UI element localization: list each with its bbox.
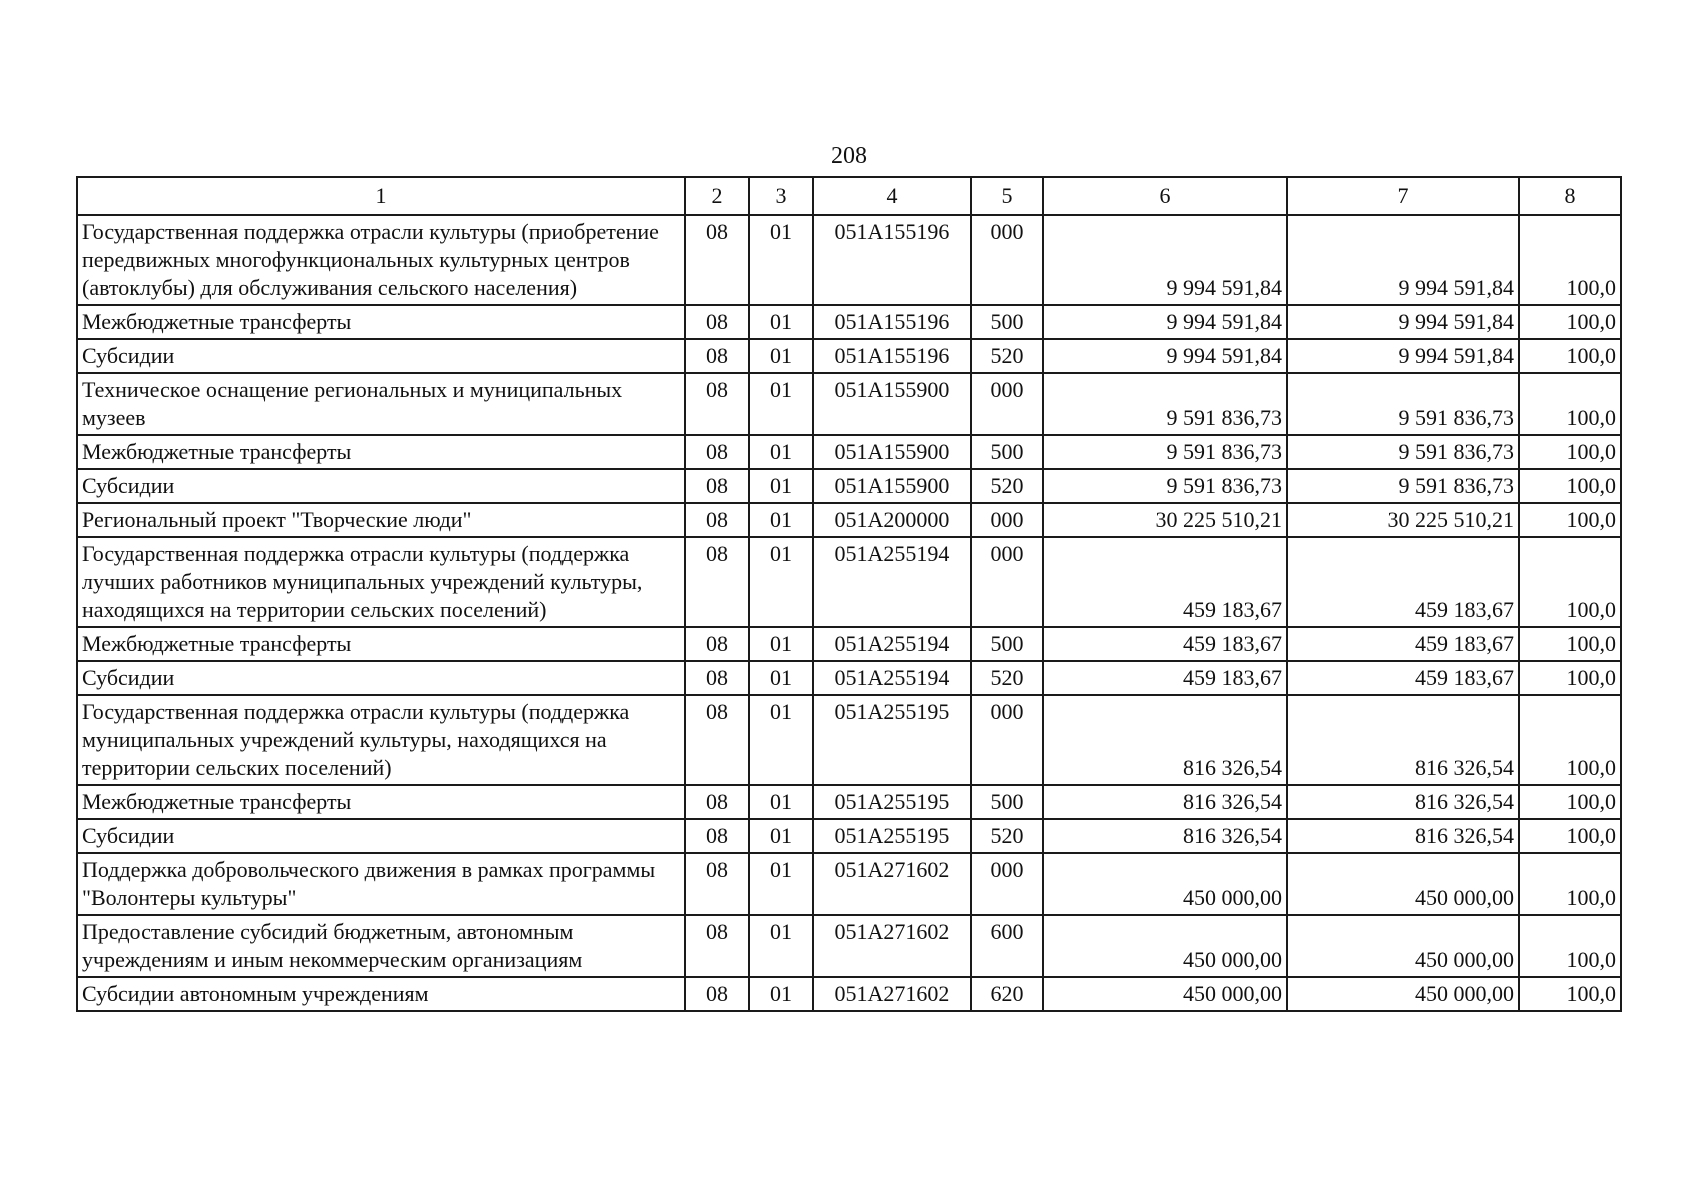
header-col-3: 3	[749, 177, 813, 215]
row-percent-cell: 100,0	[1519, 537, 1621, 627]
row-target-item-cell: 051A255194	[813, 661, 971, 695]
table-row	[77, 215, 1621, 305]
row-subsection-cell: 01	[749, 537, 813, 627]
row-section-cell: 08	[685, 661, 749, 695]
table-row	[77, 915, 1621, 977]
row-expense-type-cell: 500	[971, 627, 1043, 661]
header-col-2: 2	[685, 177, 749, 215]
row-section-cell: 08	[685, 695, 749, 785]
table-row	[77, 305, 1621, 339]
row-subsection-cell: 01	[749, 373, 813, 435]
row-expense-type-cell: 000	[971, 503, 1043, 537]
row-percent-cell: 100,0	[1519, 977, 1621, 1011]
row-actual-amount-cell: 9 994 591,84	[1287, 305, 1519, 339]
row-subsection-cell: 01	[749, 305, 813, 339]
row-expense-type-cell: 000	[971, 373, 1043, 435]
row-percent-cell: 100,0	[1519, 373, 1621, 435]
row-name-cell: Государственная поддержка отрасли культуры (приобретение передвижных многофункциональных культурных центров (автоклубы) для обслуживания сельского населения)	[77, 215, 685, 305]
row-actual-amount-cell: 9 994 591,84	[1287, 215, 1519, 305]
row-section-cell: 08	[685, 373, 749, 435]
row-actual-amount-cell: 450 000,00	[1287, 853, 1519, 915]
row-target-item-cell: 051A200000	[813, 503, 971, 537]
row-percent-cell: 100,0	[1519, 819, 1621, 853]
row-name-cell: Межбюджетные трансферты	[77, 785, 685, 819]
row-percent-cell: 100,0	[1519, 469, 1621, 503]
row-section-cell: 08	[685, 537, 749, 627]
row-plan-amount-cell: 816 326,54	[1043, 785, 1287, 819]
row-section-cell: 08	[685, 339, 749, 373]
row-name-cell: Субсидии	[77, 339, 685, 373]
row-subsection-cell: 01	[749, 785, 813, 819]
row-section-cell: 08	[685, 305, 749, 339]
row-plan-amount-cell: 9 591 836,73	[1043, 469, 1287, 503]
row-actual-amount-cell: 816 326,54	[1287, 785, 1519, 819]
row-percent-cell: 100,0	[1519, 503, 1621, 537]
header-col-7: 7	[1287, 177, 1519, 215]
row-plan-amount-cell: 9 591 836,73	[1043, 435, 1287, 469]
row-plan-amount-cell: 450 000,00	[1043, 915, 1287, 977]
row-plan-amount-cell: 459 183,67	[1043, 537, 1287, 627]
table-row	[77, 373, 1621, 435]
row-name-cell: Субсидии	[77, 469, 685, 503]
row-percent-cell: 100,0	[1519, 785, 1621, 819]
row-expense-type-cell: 000	[971, 853, 1043, 915]
row-subsection-cell: 01	[749, 695, 813, 785]
row-target-item-cell: 051A255194	[813, 537, 971, 627]
row-expense-type-cell: 000	[971, 695, 1043, 785]
row-plan-amount-cell: 9 994 591,84	[1043, 339, 1287, 373]
row-name-cell: Государственная поддержка отрасли культуры (поддержка лучших работников муниципальных учреждений культуры, находящихся на территории сельских поселений)	[77, 537, 685, 627]
table-row	[77, 469, 1621, 503]
row-section-cell: 08	[685, 503, 749, 537]
row-subsection-cell: 01	[749, 215, 813, 305]
row-plan-amount-cell: 9 994 591,84	[1043, 215, 1287, 305]
row-target-item-cell: 051A255195	[813, 785, 971, 819]
row-percent-cell: 100,0	[1519, 305, 1621, 339]
row-percent-cell: 100,0	[1519, 627, 1621, 661]
row-subsection-cell: 01	[749, 469, 813, 503]
row-name-cell: Межбюджетные трансферты	[77, 627, 685, 661]
row-subsection-cell: 01	[749, 503, 813, 537]
row-plan-amount-cell: 816 326,54	[1043, 695, 1287, 785]
table-row	[77, 977, 1621, 1011]
row-expense-type-cell: 520	[971, 469, 1043, 503]
row-plan-amount-cell: 9 591 836,73	[1043, 373, 1287, 435]
table-row	[77, 785, 1621, 819]
row-percent-cell: 100,0	[1519, 215, 1621, 305]
table-header	[77, 177, 1621, 215]
row-actual-amount-cell: 459 183,67	[1287, 537, 1519, 627]
row-target-item-cell: 051A271602	[813, 915, 971, 977]
row-plan-amount-cell: 459 183,67	[1043, 661, 1287, 695]
row-name-cell: Предоставление субсидий бюджетным, автономным учреждениям и иным некоммерческим организациям	[77, 915, 685, 977]
row-target-item-cell: 051A255194	[813, 627, 971, 661]
row-expense-type-cell: 000	[971, 215, 1043, 305]
row-percent-cell: 100,0	[1519, 695, 1621, 785]
row-actual-amount-cell: 9 994 591,84	[1287, 339, 1519, 373]
row-subsection-cell: 01	[749, 915, 813, 977]
header-row	[77, 177, 1621, 215]
row-percent-cell: 100,0	[1519, 661, 1621, 695]
row-target-item-cell: 051A155900	[813, 373, 971, 435]
table-row	[77, 435, 1621, 469]
header-col-6: 6	[1043, 177, 1287, 215]
row-target-item-cell: 051A271602	[813, 853, 971, 915]
row-actual-amount-cell: 459 183,67	[1287, 627, 1519, 661]
row-target-item-cell: 051A155900	[813, 435, 971, 469]
row-expense-type-cell: 520	[971, 819, 1043, 853]
row-percent-cell: 100,0	[1519, 915, 1621, 977]
row-section-cell: 08	[685, 215, 749, 305]
row-actual-amount-cell: 9 591 836,73	[1287, 373, 1519, 435]
row-name-cell: Субсидии	[77, 819, 685, 853]
row-percent-cell: 100,0	[1519, 435, 1621, 469]
row-expense-type-cell: 500	[971, 435, 1043, 469]
budget-table	[76, 176, 1622, 1012]
row-name-cell: Государственная поддержка отрасли культуры (поддержка муниципальных учреждений культуры, находящихся на территории сельских поселений)	[77, 695, 685, 785]
row-target-item-cell: 051A271602	[813, 977, 971, 1011]
row-expense-type-cell: 000	[971, 537, 1043, 627]
header-col-1: 1	[77, 177, 685, 215]
row-subsection-cell: 01	[749, 853, 813, 915]
row-actual-amount-cell: 816 326,54	[1287, 819, 1519, 853]
row-percent-cell: 100,0	[1519, 339, 1621, 373]
row-subsection-cell: 01	[749, 339, 813, 373]
row-name-cell: Субсидии	[77, 661, 685, 695]
row-expense-type-cell: 520	[971, 661, 1043, 695]
row-actual-amount-cell: 30 225 510,21	[1287, 503, 1519, 537]
row-name-cell: Техническое оснащение региональных и муниципальных музеев	[77, 373, 685, 435]
table-row	[77, 537, 1621, 627]
row-expense-type-cell: 520	[971, 339, 1043, 373]
row-target-item-cell: 051A255195	[813, 819, 971, 853]
row-name-cell: Межбюджетные трансферты	[77, 435, 685, 469]
row-expense-type-cell: 500	[971, 305, 1043, 339]
row-actual-amount-cell: 816 326,54	[1287, 695, 1519, 785]
table-row	[77, 819, 1621, 853]
row-plan-amount-cell: 30 225 510,21	[1043, 503, 1287, 537]
table-row	[77, 627, 1621, 661]
row-name-cell: Субсидии автономным учреждениям	[77, 977, 685, 1011]
row-section-cell: 08	[685, 819, 749, 853]
table-row	[77, 853, 1621, 915]
row-section-cell: 08	[685, 977, 749, 1011]
table-row	[77, 661, 1621, 695]
row-section-cell: 08	[685, 469, 749, 503]
row-name-cell: Межбюджетные трансферты	[77, 305, 685, 339]
row-expense-type-cell: 500	[971, 785, 1043, 819]
row-actual-amount-cell: 450 000,00	[1287, 915, 1519, 977]
row-target-item-cell: 051A155196	[813, 339, 971, 373]
table-row	[77, 503, 1621, 537]
row-target-item-cell: 051A255195	[813, 695, 971, 785]
table-body	[77, 215, 1621, 1011]
row-plan-amount-cell: 450 000,00	[1043, 853, 1287, 915]
row-subsection-cell: 01	[749, 977, 813, 1011]
row-plan-amount-cell: 459 183,67	[1043, 627, 1287, 661]
row-actual-amount-cell: 9 591 836,73	[1287, 435, 1519, 469]
row-actual-amount-cell: 450 000,00	[1287, 977, 1519, 1011]
row-target-item-cell: 051A155900	[813, 469, 971, 503]
row-name-cell: Поддержка добровольческого движения в рамках программы "Волонтеры культуры"	[77, 853, 685, 915]
row-actual-amount-cell: 9 591 836,73	[1287, 469, 1519, 503]
row-section-cell: 08	[685, 435, 749, 469]
row-target-item-cell: 051A155196	[813, 215, 971, 305]
header-col-8: 8	[1519, 177, 1621, 215]
row-expense-type-cell: 620	[971, 977, 1043, 1011]
row-section-cell: 08	[685, 785, 749, 819]
row-target-item-cell: 051A155196	[813, 305, 971, 339]
row-subsection-cell: 01	[749, 435, 813, 469]
row-section-cell: 08	[685, 853, 749, 915]
row-subsection-cell: 01	[749, 819, 813, 853]
row-percent-cell: 100,0	[1519, 853, 1621, 915]
row-plan-amount-cell: 9 994 591,84	[1043, 305, 1287, 339]
header-col-5: 5	[971, 177, 1043, 215]
row-plan-amount-cell: 816 326,54	[1043, 819, 1287, 853]
row-actual-amount-cell: 459 183,67	[1287, 661, 1519, 695]
row-subsection-cell: 01	[749, 661, 813, 695]
page-number: 208	[831, 143, 867, 169]
row-section-cell: 08	[685, 627, 749, 661]
row-plan-amount-cell: 450 000,00	[1043, 977, 1287, 1011]
table-row	[77, 339, 1621, 373]
table-row	[77, 695, 1621, 785]
row-expense-type-cell: 600	[971, 915, 1043, 977]
header-col-4: 4	[813, 177, 971, 215]
row-subsection-cell: 01	[749, 627, 813, 661]
row-section-cell: 08	[685, 915, 749, 977]
row-name-cell: Региональный проект "Творческие люди"	[77, 503, 685, 537]
